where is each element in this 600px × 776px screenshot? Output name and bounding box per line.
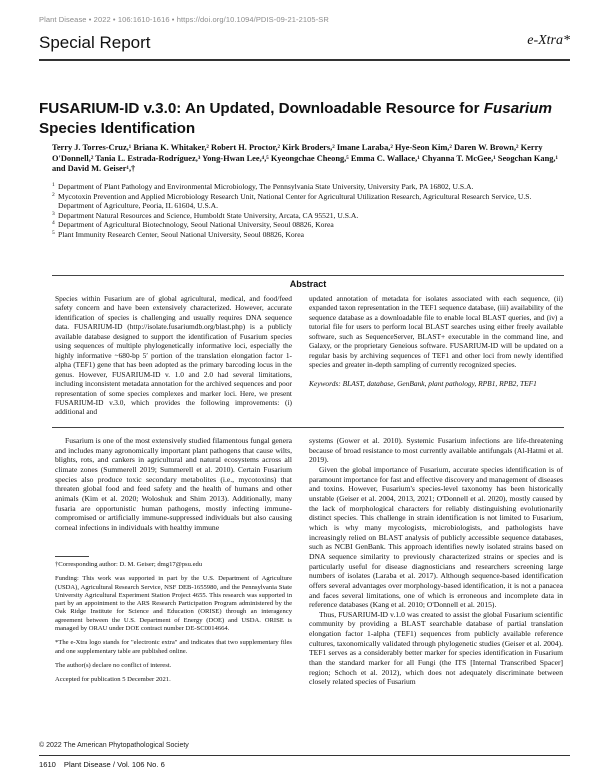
abstract-heading: Abstract [289,279,327,289]
journal-issue: Plant Disease / Vol. 106 No. 6 [63,760,165,769]
keywords: Keywords: BLAST, database, GenBank, plant pathology, RPB1, RPB2, TEF1 [309,378,537,388]
body-paragraph: Given the global importance of Fusarium, accurate species identification is of paramount importance for fast and effective discovery and management of diseases and toxins. However, Fusarium's species-level taxonomy has been historically unstable (Geiser et al. 2004, 2013, 2021; O'Donnell et al. 2020), mostly caused by the lack of morphological characters for reliably distinguishing evolutionarily distinct species. This challenge in strain identification is not limited to Fusarium, which is why many mycologists, microbiologists, and pathologists have increasingly relied on BLAST analysis of publicly accessible sequence databases, such as NCBI GenBank. This approach identifies newly isolated strains based on DNA sequence similarity to previously characterized strains or species and is particularly useful for disease diagnosticians and researchers screening large numbers of isolates (Laraba et al. 2017). Although sequence-based identification offers several advantages over morphology-based identification, it is not a panacea and faces several limitations, one of which is erroneous and incomplete data in reference databases (Kang et al. 2010; O'Donnell et al. 2015). [309,464,563,610]
affiliation-5: 5 Plant Immunity Research Center, Seoul National University, Seoul 08826, Korea [52,229,304,239]
corresponding-author: †Corresponding author: D. M. Geiser; dmg17@psu.edu [55,561,203,568]
header-rule [39,59,570,61]
journal-citation-line: Plant Disease • 2022 • 106:1610-1616 • https://doi.org/10.1094/PDIS-09-21-2105-SR [39,15,329,24]
copyright-line: © 2022 The American Phytopathological Society [39,742,189,749]
abstract-right-column [309,294,563,388]
footer-rule [39,755,570,756]
accepted-note: Accepted for publication 5 December 2021. [55,676,171,684]
affiliation-4: 4 Department of Agricultural Biotechnology, Seoul National University, Seoul 08826, Korea [52,220,334,230]
conflict-note: The author(s) declare no conflict of interest. [55,661,172,669]
body-paragraph: systems (Gower et al. 2010). Systemic Fusarium infections are life-threatening because of broad resistance to most currently available antifungals (Al-Hatmi et al. 2019). [309,436,563,465]
title-italic: Fusarium [483,100,553,117]
article-title [39,99,569,139]
affiliation-1: 1 Department of Plant Pathology and Environmental Microbiology, The Pennsylvania State University, University Park, PA 16802, U.S.A. [52,182,474,191]
extra-note: *The e-Xtra logo stands for "electronic extra" and indicates that two supplementary files and one supplementary table are published online. [55,639,292,655]
body-paragraph: Thus, FUSARIUM-ID v.1.0 was created to assist the global Fusarium scientific community by providing a BLAST searchable database of partial translation elongation factor 1-alpha (TEF1) sequences from publicly available reference cultures, taxonomically validated through phylogenetic studies (Geiser et al. 2004). TEF1 serves as a considerably better marker for species identification in Fusarium than the standard marker for all Fungi (the ITS [Internal Transcribed Spacer] region; Schoch et al. 2012), which does not adequately discriminate between closely related species of Fusarium [309,609,563,687]
footnote-rule [55,556,89,557]
author-list: Terry J. Torres-Cruz,¹ Briana K. Whitaker,² Robert H. Proctor,² Kirk Broders,² Imane Laraba,² Hye-Seon Kim,² Daren W. Brown,² Kerry O'Donnell,² Tania L. Estrada-Rodríguez,³ Yong-Hwan Lee,⁴,⁵ Kyeongchae Cheong,⁵ Emma C. Wallace,¹ Chyanna T. McGee,¹ Seogchan Kang,¹ and David M. Geiser¹,† [52,143,559,174]
title-part-1: FUSARIUM-ID v.3.0: An Updated, Downloadable Resource for [39,100,484,117]
e-xtra-logo: e-Xtra* [527,33,570,48]
page-number: 1610 [39,760,56,769]
affiliation-3: 3 Department Natural Resources and Science, Humboldt State University, Arcata, CA 95521, U.S.A. [52,210,359,220]
abstract-left-column: Species within Fusarium are of global agricultural, medical, and food/feed safety concern and have been extensively characterized. However, accurate identification of species is challenging and usually requires DNA sequence data. FUSARIUM-ID (http://isolate.fusariumdb.org/blast.php) is a publicly available database designed to support the identification of Fusarium species using sequences of multiple phylogenetically informative loci, especially the highly informative ~680-bp 5′ portion of the translation elongation factor 1-alpha (TEF1) gene that has been adopted as the primary barcoding locus in the genus. However, FUSARIUM-ID v. 1.0 and 2.0 had several limitations, including inconsistent metadata annotation for the archived sequences and poor representation of some species complexes and marker loci. Here, we present FUSARIUM-ID v.3.0, which provides the following improvements: (i) additional and [55,294,292,417]
affiliations [52,182,564,240]
body-right-column [309,436,563,687]
affiliation-2: 2 Mycotoxin Prevention and Applied Microbiology Research Unit, National Center for Agricultural Utilization Research, Agricultural Research Service, U.S. Department of Agriculture, Peoria, IL 61604, U.S.A. [52,191,532,211]
page-footer [39,760,165,769]
funding-note: Funding: This work was supported in part by the U.S. Department of Agriculture (USDA), Agricultural Research Service, NSF DEB-1655980, and the Pennsylvania State University Agricultural Experiment Station Project 4655. This research was supported in part by an appointment to the ARS Research Participation Program administered by the Oak Ridge Institute for Science and Education (ORISE) through an interagency agreement between the U.S. Department of Energy (DOE) and USDA. ORISE is managed by ORAU under DOE contract number DE-SC0014664. [55,575,292,633]
abstract-right-text: updated annotation of metadata for isolates associated with each sequence, (ii) expanded taxon representation in the TEF1 sequence database, (iii) availability of the sequence database as a downloadable file to enable local BLAST queries, and (iv) a tutorial file for users to perform local BLAST searches using either freely available software, such as SequenceServer, BLAST+ executable in the command line, and Galaxy, or the proprietary Geneious software. FUSARIUM-ID will be updated on a regular basis by archiving sequences of TEF1 and other loci from newly identified species and greater in-depth sampling of currently recognized species. [309,294,563,370]
section-label: Special Report [39,33,151,52]
body-paragraph: Fusarium is one of the most extensively studied filamentous fungal genera and includes many agronomically important plant pathogens that cause wilts, blights, rots, and cankers in agricultural and natural ecosystems across all climate zones (Summerell 2019; Summerell et al. 2010). Certain Fusarium species also produce toxic secondary metabolites (i.e., mycotoxins) that threaten global food and feed safety and the health of humans and other animals (Kim et al. 2020; Woloshuk and Shim 2013). Additionally, many fusaria are opportunistic human pathogens, mostly infecting immune-compromised or artificially immune-suppressed individuals but also causing corneal infections in individuals with healthy immune [55,436,292,532]
footnotes [55,561,292,691]
body-left-column [55,436,292,533]
title-part-2: Species Identification [39,120,196,137]
